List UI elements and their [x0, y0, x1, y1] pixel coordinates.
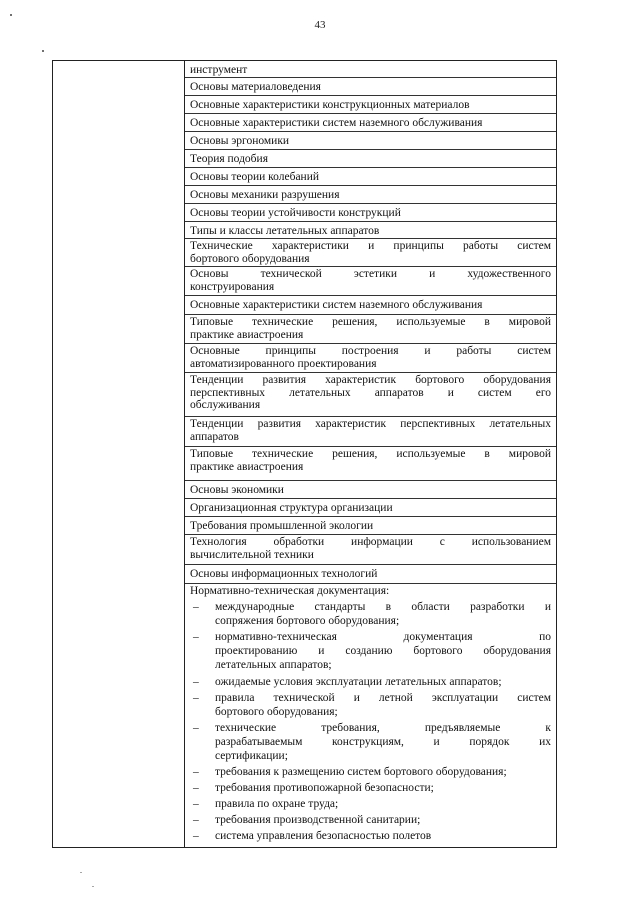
- normative-item-text: правила по охране труда;: [215, 798, 339, 810]
- normative-item-text: бортового оборудования;: [215, 706, 338, 718]
- list-dash: –: [193, 766, 199, 778]
- normative-list-item: [193, 765, 551, 779]
- normative-list-item: [193, 829, 551, 843]
- scan-speck: [80, 872, 82, 873]
- knowledge-row: [185, 239, 556, 267]
- normative-list-item: [193, 630, 551, 672]
- requirements-table: [52, 60, 557, 848]
- knowledge-row: [185, 267, 556, 296]
- normative-item-text: сопряжения бортового оборудования;: [215, 615, 400, 627]
- knowledge-row: [185, 186, 556, 204]
- knowledge-row-text: Основы информационных технологий: [190, 568, 378, 580]
- knowledge-row: [185, 344, 556, 373]
- knowledge-row-text: практике авиастроения: [190, 328, 304, 341]
- normative-item-text: правила технической и летной эксплуатации систем: [215, 692, 551, 704]
- knowledge-row-text: автоматизированного проектирования: [190, 357, 377, 370]
- normative-list-item: [193, 781, 551, 795]
- knowledge-row: [185, 168, 556, 186]
- scan-speck: [42, 50, 44, 52]
- normative-item-text: технические требования, предъявляемые к: [215, 722, 551, 734]
- knowledge-row-text: вычислительной техники: [190, 548, 314, 561]
- knowledge-row-text: Тенденции развития характеристик бортового оборудования: [190, 374, 551, 386]
- normative-docs-title: Нормативно-техническая документация:: [190, 585, 390, 597]
- knowledge-row: [185, 204, 556, 222]
- knowledge-row: [185, 61, 556, 78]
- knowledge-row: [185, 222, 556, 239]
- knowledge-row-text: Основы теории колебаний: [190, 171, 320, 183]
- list-dash: –: [193, 814, 199, 826]
- knowledge-row-text: Основные принципы построения и работы систем: [190, 345, 551, 357]
- normative-item-text: разрабатываемым конструкциям, и порядок их: [215, 736, 551, 748]
- knowledge-row: [185, 535, 556, 565]
- knowledge-row: [185, 373, 556, 417]
- knowledge-row-text: практике авиастроения: [190, 460, 304, 473]
- knowledge-row-text: Тенденции развития характеристик перспективных летательных: [190, 418, 551, 430]
- normative-item-text: ожидаемые условия эксплуатации летательных аппаратов;: [215, 676, 502, 688]
- knowledge-row: [185, 132, 556, 150]
- normative-item-text: проектированию и созданию бортового оборудования: [215, 645, 551, 657]
- knowledge-row-text: Основы экономики: [190, 484, 284, 496]
- knowledge-row-text: Основные характеристики конструкционных материалов: [190, 99, 470, 111]
- knowledge-row-text: бортового оборудования: [190, 252, 310, 265]
- list-dash: –: [193, 830, 199, 842]
- knowledge-row: [185, 481, 556, 499]
- knowledge-row-text: Типовые технические решения, используемые в мировой: [190, 448, 551, 460]
- knowledge-row-text: Основы эргономики: [190, 135, 290, 147]
- knowledge-row-text: обслуживания: [190, 399, 261, 411]
- knowledge-row-text: Основные характеристики систем наземного обслуживания: [190, 117, 483, 129]
- normative-docs-section: [185, 584, 556, 842]
- knowledge-row-text: Основы материаловедения: [190, 81, 321, 93]
- knowledge-row: [185, 315, 556, 344]
- normative-list-item: [193, 675, 551, 689]
- knowledge-row-text: Требования промышленной экологии: [190, 520, 374, 532]
- knowledge-row: [185, 78, 556, 96]
- knowledge-row: [185, 447, 556, 481]
- knowledge-row: [185, 417, 556, 447]
- list-dash: –: [193, 798, 199, 810]
- knowledge-row: [185, 150, 556, 168]
- left-column-empty: [53, 61, 185, 847]
- normative-item-text: требования производственной санитарии;: [215, 814, 421, 826]
- knowledge-row-text: перспективных летательных аппаратов и систем его: [190, 386, 551, 399]
- knowledge-row: [185, 114, 556, 132]
- knowledge-row-text: Типовые технические решения, используемые в мировой: [190, 316, 551, 328]
- normative-item-text: нормативно-техническая документация по: [215, 631, 551, 643]
- knowledge-row-text: инструмент: [190, 64, 248, 76]
- knowledge-row-text: Технология обработки информации с использованием: [190, 536, 551, 548]
- normative-list-item: [193, 691, 551, 719]
- knowledge-row-text: Организационная структура организации: [190, 502, 393, 514]
- list-dash: –: [193, 782, 199, 794]
- normative-item-text: летательных аппаратов;: [215, 659, 332, 671]
- normative-item-text: сертификации;: [215, 750, 288, 762]
- scan-speck: [92, 886, 94, 887]
- page-number: 43: [314, 19, 326, 31]
- knowledge-row: [185, 96, 556, 114]
- knowledge-row-text: Основные характеристики систем наземного обслуживания: [190, 299, 483, 311]
- normative-item-text: требования противопожарной безопасности;: [215, 782, 434, 794]
- list-dash: –: [193, 676, 199, 688]
- knowledge-row: [185, 499, 556, 517]
- normative-item-text: международные стандарты в области разработки и: [215, 601, 551, 613]
- normative-item-text: система управления безопасностью полетов: [215, 830, 432, 842]
- normative-list-item: [193, 600, 551, 628]
- normative-item-text: требования к размещению систем бортового оборудования;: [215, 766, 507, 778]
- knowledge-row-text: Основы механики разрушения: [190, 189, 340, 201]
- knowledge-row-text: Типы и классы летательных аппаратов: [190, 225, 380, 237]
- knowledge-row-text: Основы технической эстетики и художественного: [190, 268, 551, 280]
- knowledge-row: [185, 296, 556, 315]
- knowledge-row-text: Технические характеристики и принципы работы систем: [190, 240, 551, 252]
- normative-list-item: [193, 721, 551, 763]
- knowledge-row-text: аппаратов: [190, 430, 239, 443]
- list-dash: –: [193, 631, 199, 643]
- knowledge-row-text: конструирования: [190, 280, 275, 293]
- knowledge-row-text: Теория подобия: [190, 153, 268, 165]
- list-dash: –: [193, 601, 199, 613]
- normative-list-item: [193, 813, 551, 827]
- knowledge-row: [185, 517, 556, 535]
- list-dash: –: [193, 722, 199, 734]
- knowledge-row-text: Основы теории устойчивости конструкций: [190, 207, 401, 219]
- normative-list-item: [193, 797, 551, 811]
- knowledge-row: [185, 565, 556, 584]
- list-dash: –: [193, 692, 199, 704]
- scan-speck: [10, 14, 12, 16]
